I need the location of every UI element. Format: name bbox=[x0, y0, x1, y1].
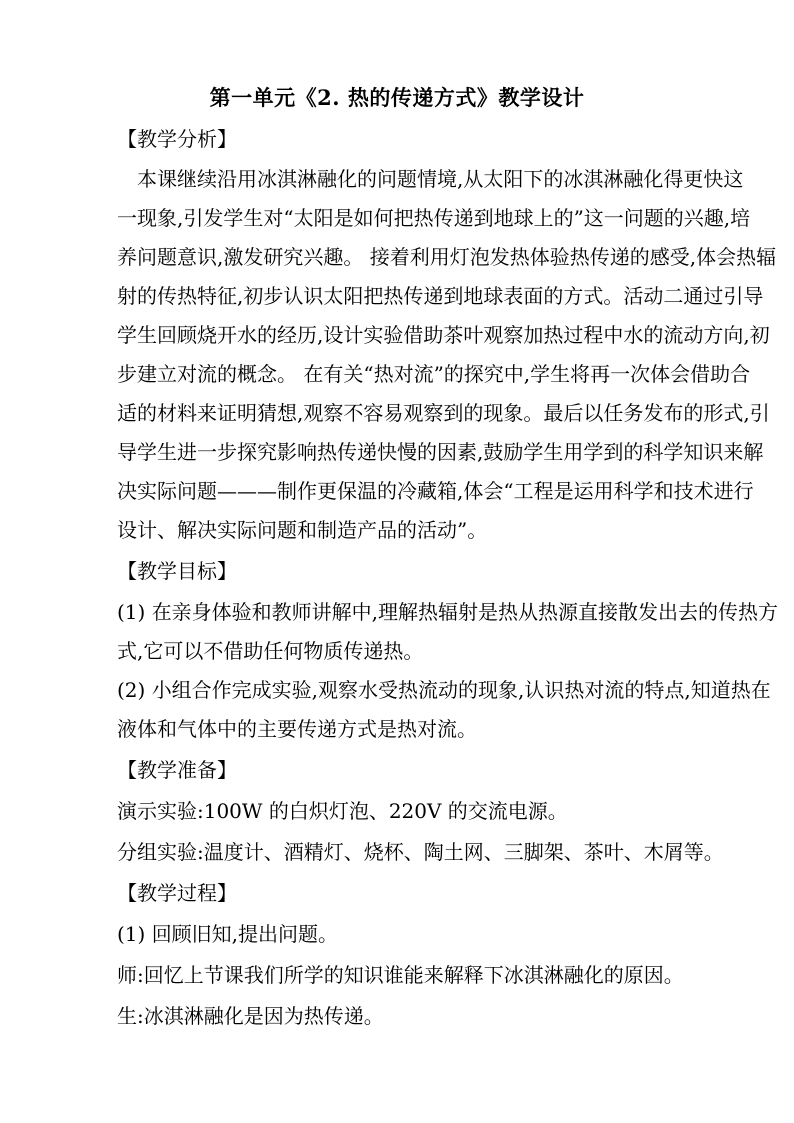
section-heading-preparation: 【教学准备】 bbox=[117, 758, 237, 782]
paragraph-line: 适的材料来证明猜想,观察不容易观察到的现象。最后以任务发布的形式,引 bbox=[117, 401, 770, 425]
paragraph-line: 学生回顾烧开水的经历,设计实验借助茶叶观察加热过程中水的流动方向,初 bbox=[117, 323, 770, 347]
process-line: 师:回忆上节课我们所学的知识谁能来解释下冰淇淋融化的原因。 bbox=[117, 963, 684, 987]
goal-line: (1) 在亲身体验和教师讲解中,理解热辐射是热从热源直接散发出去的传热方 bbox=[117, 600, 779, 624]
paragraph-line: 设计、解决实际问题和制造产品的活动”。 bbox=[117, 518, 488, 542]
section-heading-goals: 【教学目标】 bbox=[117, 559, 237, 583]
preparation-line: 分组实验:温度计、酒精灯、烧杯、陶土网、三脚架、茶叶、木屑等。 bbox=[117, 840, 724, 864]
section-heading-analysis: 【教学分析】 bbox=[117, 127, 237, 151]
paragraph-line: 一现象,引发学生对“太阳是如何把热传递到地球上的”这一问题的兴趣,培 bbox=[117, 206, 751, 230]
goal-line: 液体和气体中的主要传递方式是热对流。 bbox=[117, 717, 477, 741]
paragraph-line: 决实际问题———制作更保温的冷藏箱,体会“工程是运用科学和技术进行 bbox=[117, 479, 754, 503]
paragraph-line: 射的传热特征,初步认识太阳把热传递到地球表面的方式。活动二通过引导 bbox=[117, 284, 764, 308]
paragraph-line: 导学生进一步探究影响热传递快慢的因素,鼓励学生用学到的科学知识来解 bbox=[117, 440, 764, 464]
paragraph-line: 本课继续沿用冰淇淋融化的问题情境,从太阳下的冰淇淋融化得更快这 bbox=[137, 167, 744, 191]
preparation-line: 演示实验:100W 的白炽灯泡、220V 的交流电源。 bbox=[117, 799, 568, 823]
goal-line: 式,它可以不借助任何物质传递热。 bbox=[117, 639, 424, 663]
process-line: (1) 回顾旧知,提出问题。 bbox=[117, 922, 339, 946]
process-line: 生:冰淇淋融化是因为热传递。 bbox=[117, 1004, 384, 1028]
section-heading-process: 【教学过程】 bbox=[117, 881, 237, 905]
paragraph-line: 养问题意识,激发研究兴趣。 接着利用灯泡发热体验热传递的感受,体会热辐 bbox=[117, 245, 777, 269]
goal-line: (2) 小组合作完成实验,观察水受热流动的现象,认识热对流的特点,知道热在 bbox=[117, 678, 771, 702]
document-title: 第一单元《2. 热的传递方式》教学设计 bbox=[209, 85, 585, 110]
paragraph-line: 步建立对流的概念。 在有关“热对流”的探究中,学生将再一次体会借助合 bbox=[117, 362, 751, 386]
